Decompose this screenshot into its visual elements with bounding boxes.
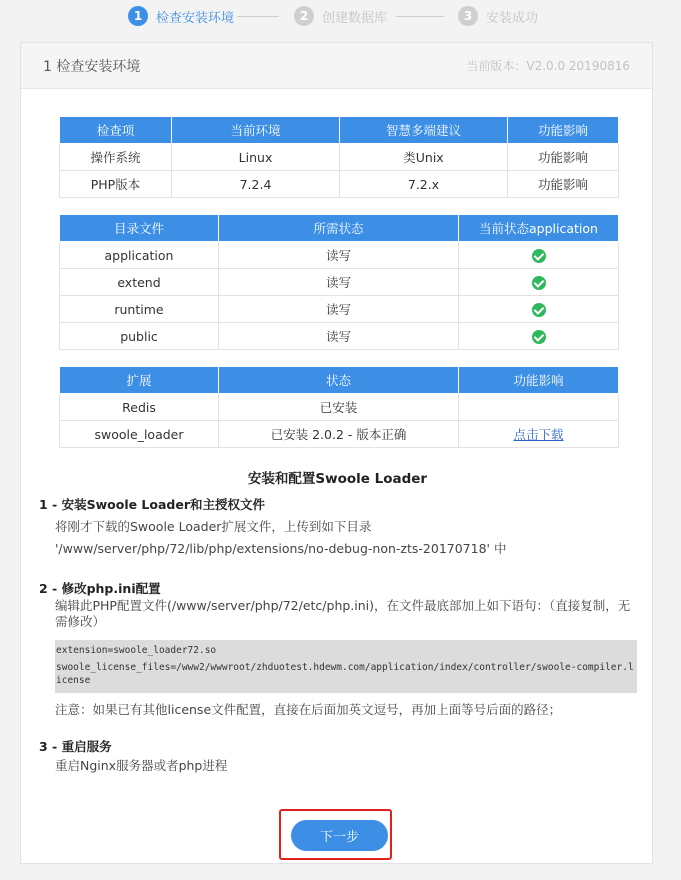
table-cell: extend — [60, 269, 219, 296]
step-3 — [458, 6, 538, 26]
guide-title: 安装和配置Swoole Loader — [247, 471, 428, 487]
table-cell: 读写 — [219, 296, 459, 323]
column-header: 目录文件 — [60, 215, 219, 242]
config-code-block[interactable] — [55, 640, 637, 693]
table-cell — [459, 296, 619, 323]
table-cell — [459, 421, 619, 448]
step-2-number: 2 — [294, 6, 314, 26]
table-row — [60, 144, 619, 171]
table-row — [60, 394, 619, 421]
table-cell: swoole_loader — [60, 421, 219, 448]
table-cell: 功能影响 — [508, 144, 619, 171]
panel-header — [21, 43, 652, 89]
extension-table — [59, 366, 619, 448]
table-cell: 功能影响 — [508, 171, 619, 198]
step-3-label: 安装成功 — [486, 10, 539, 26]
column-header: 所需状态 — [219, 215, 459, 242]
config-note: 注意：如果已有其他license文件配置，直接在后面加英文逗号，再加上面等号后面的路径； — [55, 702, 562, 717]
section-2-title: 2 - 修改php.ini配置 — [39, 581, 161, 596]
step-1-number: 1 — [128, 6, 148, 26]
column-header: 功能影响 — [459, 367, 619, 394]
column-header: 功能影响 — [508, 117, 619, 144]
table-cell: 操作系统 — [60, 144, 172, 171]
table-cell: 读写 — [219, 242, 459, 269]
table-cell: PHP版本 — [60, 171, 172, 198]
check-circle-icon — [532, 249, 546, 263]
panel-title: 1 检查安装环境 — [43, 58, 141, 75]
section-3-text: 重启Nginx服务器或者php进程 — [55, 758, 228, 773]
code-line: extension=swoole_loader72.so — [56, 645, 217, 656]
code-line: swoole_license_files=/www2/wwwroot/zhduotest.hdewm.com/application/index/controller/swoole-compiler.license — [56, 662, 634, 686]
table-cell: Redis — [60, 394, 219, 421]
directory-table — [59, 214, 619, 350]
table-cell: 7.2.x — [340, 171, 508, 198]
section-2-text: 编辑此PHP配置文件(/www/server/php/72/etc/php.ini)，在文件最底部加上如下语句：（直接复制，无需修改） — [55, 598, 631, 629]
download-link[interactable]: 点击下载 — [513, 427, 564, 442]
table-row — [60, 269, 619, 296]
table-cell: 类Unix — [340, 144, 508, 171]
table-cell: 已安装 — [219, 394, 459, 421]
step-connector — [237, 16, 279, 17]
next-step-button[interactable]: 下一步 — [291, 820, 388, 851]
table-header-row — [60, 215, 619, 242]
step-3-number: 3 — [458, 6, 478, 26]
step-connector — [396, 16, 444, 17]
table-cell — [459, 242, 619, 269]
table-cell: public — [60, 323, 219, 350]
install-panel — [20, 42, 653, 864]
check-circle-icon — [532, 303, 546, 317]
table-cell — [459, 394, 619, 421]
check-circle-icon — [532, 330, 546, 344]
step-2-label: 创建数据库 — [322, 10, 388, 26]
table-header-row — [60, 117, 619, 144]
table-cell: 7.2.4 — [172, 171, 340, 198]
column-header: 状态 — [219, 367, 459, 394]
table-cell — [459, 269, 619, 296]
table-row — [60, 421, 619, 448]
column-header: 扩展 — [60, 367, 219, 394]
next-button-highlight — [279, 809, 392, 860]
section-3-title: 3 - 重启服务 — [39, 739, 112, 754]
table-row — [60, 242, 619, 269]
table-row — [60, 171, 619, 198]
check-circle-icon — [532, 276, 546, 290]
table-cell: application — [60, 242, 219, 269]
table-cell: runtime — [60, 296, 219, 323]
step-1-label: 检查安装环境 — [156, 10, 235, 26]
version-label: 当前版本：V2.0.0 20190816 — [466, 59, 630, 73]
table-cell: 读写 — [219, 323, 459, 350]
column-header: 检查项 — [60, 117, 172, 144]
table-header-row — [60, 367, 619, 394]
section-1-text: 将刚才下载的Swoole Loader扩展文件，上传到如下目录 '/www/server/php/72/lib/php/extensions/no-debug-non-zts-20170718' 中 — [55, 519, 507, 556]
table-row — [60, 296, 619, 323]
install-step-bar — [0, 0, 681, 40]
table-row — [60, 323, 619, 350]
step-1 — [128, 6, 234, 26]
step-2 — [294, 6, 387, 26]
column-header: 当前状态application — [459, 215, 619, 242]
table-cell: 已安装 2.0.2 - 版本正确 — [219, 421, 459, 448]
table-cell: 读写 — [219, 269, 459, 296]
table-cell: Linux — [172, 144, 340, 171]
environment-table — [59, 116, 619, 198]
column-header: 当前环境 — [172, 117, 340, 144]
table-cell — [459, 323, 619, 350]
column-header: 智慧多端建议 — [340, 117, 508, 144]
section-1-title: 1 - 安装Swoole Loader和主授权文件 — [39, 497, 266, 512]
